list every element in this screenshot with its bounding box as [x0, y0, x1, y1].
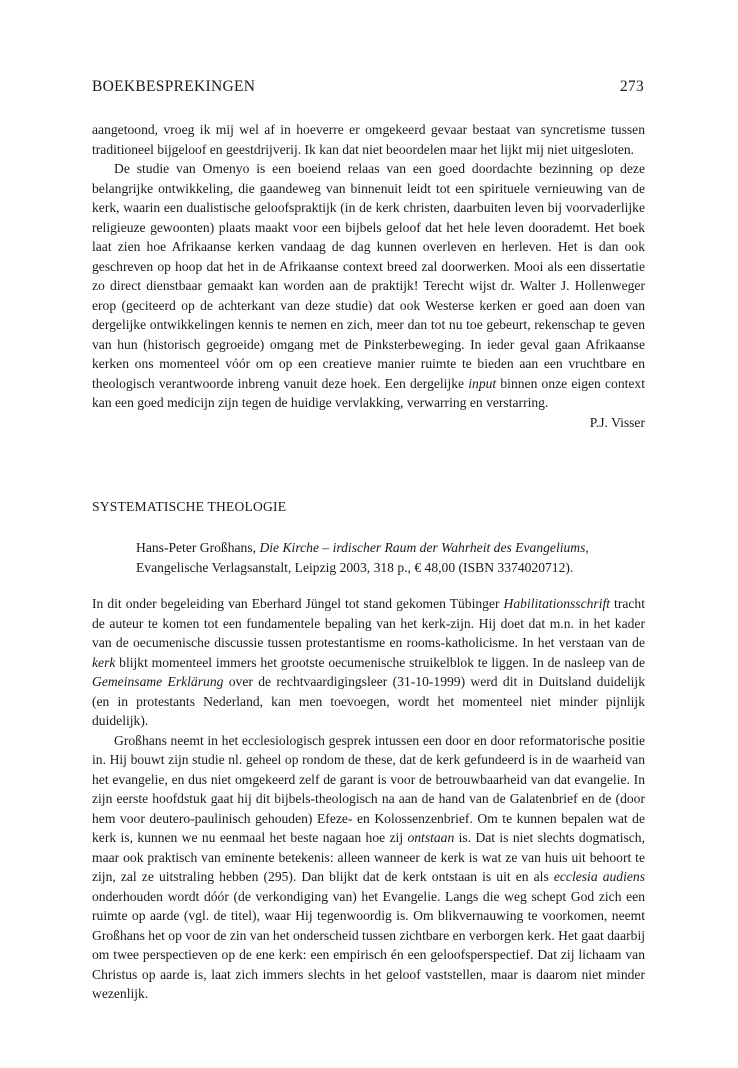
review-2-p1-a: In dit onder begeleiding van Eberhard Jüngel tot stand gekomen Tübinger: [92, 596, 504, 611]
review-2-p1-c: blijkt momenteel immers het grootste oecumenische struikelblok te liggen. In de nasleep van de: [115, 654, 645, 670]
bibliographic-reference: [136, 538, 646, 578]
review-1-p2-text-b: binnen onze eigen context kan een goed medicijn zijn tegen de huidige vervlakking, verwarring en verstarring.: [92, 375, 645, 410]
review-1-paragraph-1: aangetoond, vroeg ik mij wel af in hoeverre er omgekeerd gevaar bestaat van syncretisme tussen traditioneel bijgeloof en geestdrijverij. Ik kan dat niet beoordelen maar het lijkt mij niet uitgesloten.: [92, 122, 645, 157]
bibref-details: Evangelische Verlagsanstalt, Leipzig 2003, 318 p., € 48,00 (ISBN 3374020712).: [136, 560, 574, 575]
page-number: 273: [619, 78, 644, 95]
review-2-p2-italic-1: ontstaan: [407, 830, 455, 845]
section-title: SYSTEMATISCHE THEOLOGIE: [92, 499, 287, 514]
review-1-p2-text-a: De studie van Omenyo is een boeiend relaas van een goed doordachte bezinning op deze belangrijke ontwikkeling, die gaandeweg van binnenuit leidt tot een spirituele vernieuwing van de kerk, waarin een dualistische geloofspraktijk (in de kerk christen, daarbuiten leven bij voorvaderlijke religieuze gewoonten) plaats maakt voor een bijbels geloof dat het hele leven doorademt. Het boek laat zien hoe Afrikaanse kerken vandaag de dag kunnen overleven en herleven. Het is dan ook geschreven op hoop dat het in de Afrikaanse context breed zal doorwerken. Mooi als een dissertatie zo direct dienstbaar gemaakt kan worden aan de praktijk! Terecht wijst dr. Walter J. Hollenweger erop (geciteerd op de achterkant van deze studie) dat ook Westerse kerken er goed aan doen van dergelijke ontwikkelingen kennis te nemen en zich, meer dan tot nu toe gebeurt, rekenschap te geven van hun (historisch gegroeide) omgang met de Pinksterbeweging. In ieder geval gaan Afrikaanse kerken ons momenteel vóór om op een creatieve manier ruimte te bieden aan een vruchtbare en theologisch verantwoorde inbreng vanuit deze hoek. Een dergelijke: [92, 161, 645, 391]
bibref-author: Hans-Peter Großhans,: [136, 540, 260, 555]
review-1-p2-italic: input: [468, 375, 497, 391]
review-2-paragraph-1: [92, 594, 645, 731]
review-2-p1-italic-3: Gemeinsame Erklärung: [92, 674, 224, 689]
running-head: [92, 78, 644, 96]
review-2-p2-c: onderhouden wordt dóór (de verkondiging van) het Evangelie. Langs die weg schept God zich een ruimte op aarde (vgl. de titel), waar Hij tegenwoordig is. Om blikvernauwing te voorkomen, neemt Großhans het op voor de zin van het onderscheid tussen zichtbare en verborgen kerk. Het gaat daarbij om twee perspectieven op de ene kerk: een empirisch én een geloofsperspectief. Dat zij lichaam van Christus op aarde is, laat zich immers slechts in het geloof vaststellen, maar is daarom niet minder wezenlijk.: [92, 888, 645, 1001]
review-2-p2-a: Großhans neemt in het ecclesiologisch gesprek intussen een door en door reformatorische positie in. Hij bouwt zijn studie nl. geheel op rondom de these, dat de kerk gefundeerd is in de waarheid van het evangelie, en dus niet omgekeerd zelf de garant is voor de betrouwbaarheid van dat evangelie. In zijn eerste hoofdstuk gaat hij dit bijbels-theologisch na aan de hand van de Galatenbrief en de (door hem voor deutero-paulinisch gehouden) Efeze- en Kolossenzenbrief. Om te kunnen bepalen wat de kerk is, kunnen we nu eenmaal het beste nagaan hoe zij: [92, 732, 645, 845]
review-1-paragraph-2: [92, 159, 645, 413]
bibref-title: Die Kirche – irdischer Raum der Wahrheit des Evangeliums: [259, 540, 586, 555]
review-2: [92, 594, 645, 1004]
review-2-p1-italic-2: kerk: [92, 654, 116, 670]
review-1-signature: P.J. Visser: [589, 414, 645, 430]
review-2-paragraph-2: [92, 731, 645, 1004]
review-2-p2-italic-2: ecclesia audiens: [553, 869, 645, 884]
review-2-p2-b: is. Dat is niet slechts dogmatisch, maar ook praktisch van eminente betekenis: alleen wanneer de kerk is wat ze van huis uit behoort te zijn, zal ze uitstraling hebben (295). Dan blijkt dat de kerk ontstaan is uit en als: [92, 830, 645, 884]
review-2-p1-d: over de rechtvaardigingsleer (31-10-1999) werd dit in Duitsland duidelijk (en in protestants Nederland, kan men toevoegen, wordt het momenteel niet minder pijnlijk duidelijk).: [92, 674, 645, 728]
review-2-p1-italic-1: Habilitationsschrift: [503, 596, 611, 611]
bibref-title-comma: ,: [585, 540, 589, 555]
review-1: [92, 120, 645, 432]
running-title: BOEKBESPREKINGEN: [92, 78, 256, 95]
review-2-p1-b: tracht de auteur te komen tot een fundamentele bepaling van het kerk-zijn. Hij doet dat m.n. in het kader van de oecumenische discussie tussen protestantisme en rooms-katholicisme. In het verstaan van de: [92, 596, 646, 650]
